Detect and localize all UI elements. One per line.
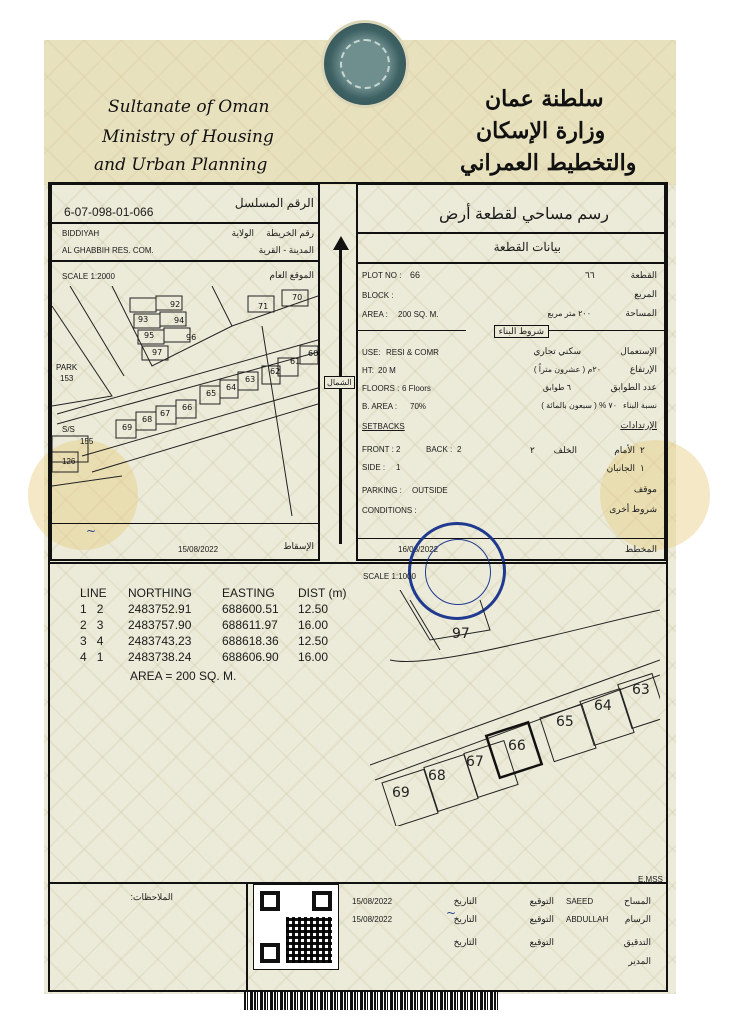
location-map (52, 286, 318, 522)
back-value: 2 (457, 445, 462, 454)
front-label: FRONT : (362, 445, 394, 454)
surveyor-signature-left: ~ (86, 524, 97, 538)
parking-ar-label: موقف (633, 484, 657, 494)
projection-label: الإسقاط (283, 541, 314, 551)
plot-94: 94 (174, 316, 185, 325)
title-en-line3: and Urban Planning (94, 155, 268, 175)
general-location-label: الموقع العام (269, 270, 314, 280)
total-area: AREA = 200 SQ. M. (130, 669, 237, 683)
area-ar-label: المساحة (625, 308, 657, 318)
plot-no-label: PLOT NO : (362, 271, 402, 280)
floors-ar-value: ٦ طوابق (542, 383, 571, 392)
surveyor-date-label: التاريخ (453, 896, 477, 906)
detail-plot-65: 65 (556, 714, 574, 730)
notes-label: الملاحظات: (130, 892, 173, 902)
side-ar-label: الجانبان (606, 463, 635, 473)
park-label: PARK (56, 363, 78, 372)
detail-plot-64: 64 (594, 698, 612, 714)
front-ar-value: ٢ (640, 445, 645, 455)
manager-role: المدير (628, 956, 651, 966)
serial-value: 6-07-098-01-066 (64, 205, 154, 219)
use-label: USE: (362, 348, 381, 357)
conditions-label: CONDITIONS : (362, 506, 417, 515)
building-conditions-title: شروط البناء (494, 325, 549, 338)
north-label: الشمال (324, 376, 355, 389)
barea-label: B. AREA : (362, 402, 398, 411)
plot-data-title: بيانات القطعة (493, 240, 561, 254)
audit-sign-label: التوقيع (529, 937, 554, 947)
detail-plot-69: 69 (392, 785, 410, 801)
block-ar-label: المربع (634, 289, 657, 299)
back-ar-label: الخلف (553, 445, 577, 455)
city-value: AL GHABBIH RES. COM. (62, 246, 154, 255)
drafter-date: 15/08/2022 (352, 915, 393, 924)
table-row: 4 1 2483738.24 688606.90 16.00 (80, 650, 329, 664)
plot-92: 92 (170, 300, 181, 309)
surveyor-date: 15/08/2022 (352, 897, 393, 906)
drafter-sign-label: التوقيع (529, 914, 554, 924)
setbacks-ar-label: الإرتدادات (620, 420, 657, 430)
title-ar-line1: سلطنة عمان (485, 86, 604, 112)
height-label: HT: (362, 366, 374, 375)
plot-66: 66 (182, 403, 193, 412)
detail-plot-68: 68 (428, 768, 446, 784)
plot-no-value: 66 (410, 270, 421, 280)
plot-67: 67 (160, 409, 171, 418)
plot-70: 70 (292, 293, 303, 302)
serial-label: الرقم المسلسل (234, 196, 314, 210)
ees-label: E.MSS (638, 875, 663, 884)
wilayat-value: BIDDIYAH (62, 229, 100, 238)
detail-plot-map (370, 590, 660, 826)
col-northing: NORTHING (128, 586, 192, 600)
plot-69: 69 (122, 423, 133, 432)
plot-60: 60 (308, 349, 318, 358)
back-ar-value: ٢ (530, 445, 535, 455)
barea-ar-label: نسبة البناء (623, 401, 657, 410)
detail-plot-67: 67 (466, 754, 484, 770)
front-ar-label: الأمام (614, 445, 635, 455)
height-ar-label: الإرتفاع (629, 364, 657, 374)
drafter-date-label: التاريخ (453, 914, 477, 924)
plot-93: 93 (138, 315, 149, 324)
height-ar-value: ٢٠م ( عشرون متراً ) (533, 365, 601, 374)
area-label: AREA : (362, 310, 388, 319)
park-no: 153 (60, 374, 74, 383)
detail-plot-66: 66 (508, 738, 526, 754)
plot-62: 62 (270, 367, 281, 376)
general-map-date: 15/08/2022 (178, 545, 219, 554)
north-arrow (327, 236, 352, 560)
planner-label: المخطط (624, 544, 657, 554)
back-label: BACK : (426, 445, 453, 454)
use-ar-value: سكني تجاري (533, 346, 581, 356)
title-en-line1: Sultanate of Oman (108, 97, 270, 117)
area-value: 200 SQ. M. (398, 310, 439, 319)
city-label: المدينة - القرية (258, 245, 314, 255)
plot-68: 68 (142, 415, 153, 424)
detail-plot-97: 97 (452, 626, 470, 642)
plot-no-ar-value: ٦٦ (585, 270, 595, 280)
height-value: 20 M (378, 366, 396, 375)
plot-97: 97 (152, 348, 163, 357)
surveyor-name: SAEED (566, 897, 594, 906)
setbacks-label: SETBACKS (362, 422, 405, 431)
drafter-role: الرسام (624, 914, 651, 924)
floors-label: FLOORS : (362, 384, 400, 393)
qr-code (253, 884, 339, 970)
table-row: 1 2 2483752.91 688600.51 12.50 (80, 602, 329, 616)
audit-date-label: التاريخ (453, 937, 477, 947)
drafter-name: ABDULLAH (566, 915, 609, 924)
footer-signature: ~ (446, 906, 457, 920)
parking-value: OUTSIDE (412, 486, 448, 495)
surveyor-sign-label: التوقيع (529, 896, 554, 906)
ministry-emblem (321, 20, 409, 108)
detail-plot-63: 63 (632, 682, 650, 698)
map-no-label: رقم الخريطة (266, 228, 314, 238)
plot-63: 63 (245, 375, 256, 384)
col-line: LINE (80, 586, 107, 600)
use-ar-label: الإستعمال (620, 346, 657, 356)
general-scale: SCALE 1:2000 (62, 272, 115, 281)
plot-64: 64 (226, 383, 237, 392)
barea-ar-value: ٧٠ % ( سبعون بالمائة ) (541, 401, 617, 410)
block-label: BLOCK : (362, 291, 394, 300)
plot-65: 65 (206, 389, 217, 398)
side-ar-value: ١ (640, 463, 645, 473)
title-ar-line2: وزارة الإسكان (476, 118, 606, 144)
surveyor-role: المساح (623, 896, 651, 906)
col-dist: DIST (m) (298, 586, 347, 600)
ss-label: S/S (62, 425, 75, 434)
wilayat-label: الولاية (231, 228, 254, 238)
coordinates-table (80, 585, 350, 665)
detail-scale: SCALE 1:1000 (363, 572, 416, 581)
barcode (244, 992, 498, 1010)
table-row: 2 3 2483757.90 688611.97 16.00 (80, 618, 329, 632)
plot-no-ar-label: القطعة (630, 270, 657, 280)
plot-95: 95 (144, 331, 155, 340)
plot-126: 126 (62, 457, 76, 466)
floors-ar-label: عدد الطوابق (610, 382, 657, 392)
coords-header-row (80, 585, 350, 601)
plot-71: 71 (258, 302, 269, 311)
plot-96: 96 (186, 333, 197, 342)
parking-label: PARKING : (362, 486, 402, 495)
drawing-title: رسم مساحي لقطعة أرض (439, 206, 609, 223)
front-value: 2 (396, 445, 401, 454)
barea-value: 70% (410, 402, 427, 411)
side-value: 1 (396, 463, 401, 472)
right-box-date: 16/08/2022 (398, 545, 439, 554)
audit-role: التدقيق (623, 937, 651, 947)
side-label: SIDE : (362, 463, 386, 472)
use-value: RESI & COMR (386, 348, 439, 357)
conditions-ar-label: شروط أخرى (609, 504, 657, 514)
title-en-line2: Ministry of Housing (102, 127, 274, 147)
plot-61: 61 (290, 357, 301, 366)
table-row: 3 4 2483743.23 688618.36 12.50 (80, 634, 329, 648)
col-easting: EASTING (222, 586, 275, 600)
ss-no: 155 (80, 437, 94, 446)
area-ar-value: ٢٠٠ متر مربع (547, 309, 591, 318)
floors-value: 6 Floors (402, 384, 431, 393)
title-ar-line3: والتخطيط العمراني (460, 150, 637, 176)
